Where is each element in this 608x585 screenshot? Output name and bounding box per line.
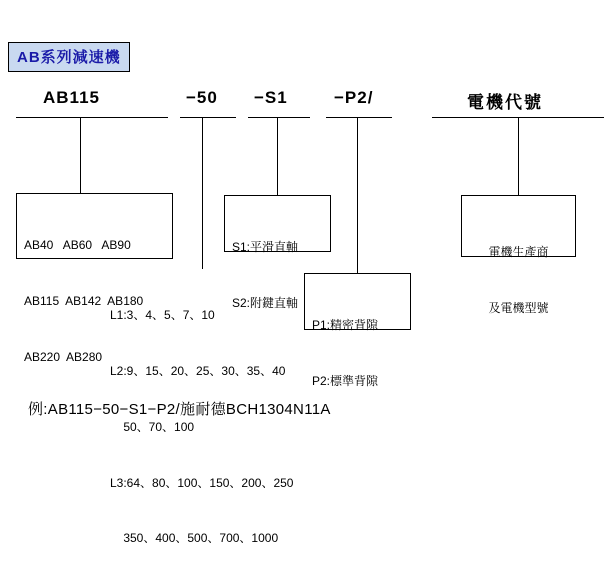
shaft-options-line-2: S2:附鍵直軸 <box>232 295 299 310</box>
model-options-line-3: AB220 AB280 <box>24 349 103 364</box>
rule-shaft <box>248 117 310 118</box>
code-label-shaft: −S1 <box>254 88 288 107</box>
model-options-line-1: AB40 AB60 AB90 <box>24 238 131 253</box>
ratio-options-line-2: L2:9、15、20、25、30、35、40 <box>110 363 286 378</box>
rule-ratio <box>180 117 236 118</box>
model-options-line-2: AB115 AB142 AB180 <box>24 293 144 308</box>
connector-motor <box>518 117 519 195</box>
backlash-options-line-2: P2:標準背隙 <box>312 373 379 388</box>
code-label-backlash: −P2/ <box>334 88 374 107</box>
connector-shaft <box>277 117 278 195</box>
backlash-options-box <box>304 273 411 388</box>
shaft-options-box <box>224 195 331 310</box>
diagram-title: AB系列減速機 <box>8 42 130 72</box>
shaft-options-line-1: S1:平滑直軸 <box>232 240 299 255</box>
code-label-motor: 電機代號 <box>467 93 543 112</box>
connector-model <box>80 117 81 193</box>
motor-options-box <box>461 195 576 315</box>
ratio-options-line-1: L1:3、4、5、7、10 <box>110 308 215 323</box>
connector-ratio <box>202 117 203 269</box>
connector-backlash <box>357 117 358 273</box>
motor-options-line-1: 電機生產商 <box>488 245 549 260</box>
backlash-options-line-1: P1:精密背隙 <box>312 318 379 333</box>
code-label-ratio: −50 <box>186 88 218 107</box>
motor-options-line-2: 及電機型號 <box>488 300 549 315</box>
ratio-options-line-5: 350、400、500、700、1000 <box>110 531 279 546</box>
code-label-model: AB115 <box>43 88 100 107</box>
ratio-options-line-3: 50、70、100 <box>110 419 195 434</box>
rule-model <box>16 117 168 118</box>
rule-backlash <box>326 117 392 118</box>
ratio-options-line-4: L3:64、80、100、150、200、250 <box>110 475 294 490</box>
example-text: 例:AB115−50−S1−P2/施耐德BCH1304N11A <box>28 401 331 418</box>
